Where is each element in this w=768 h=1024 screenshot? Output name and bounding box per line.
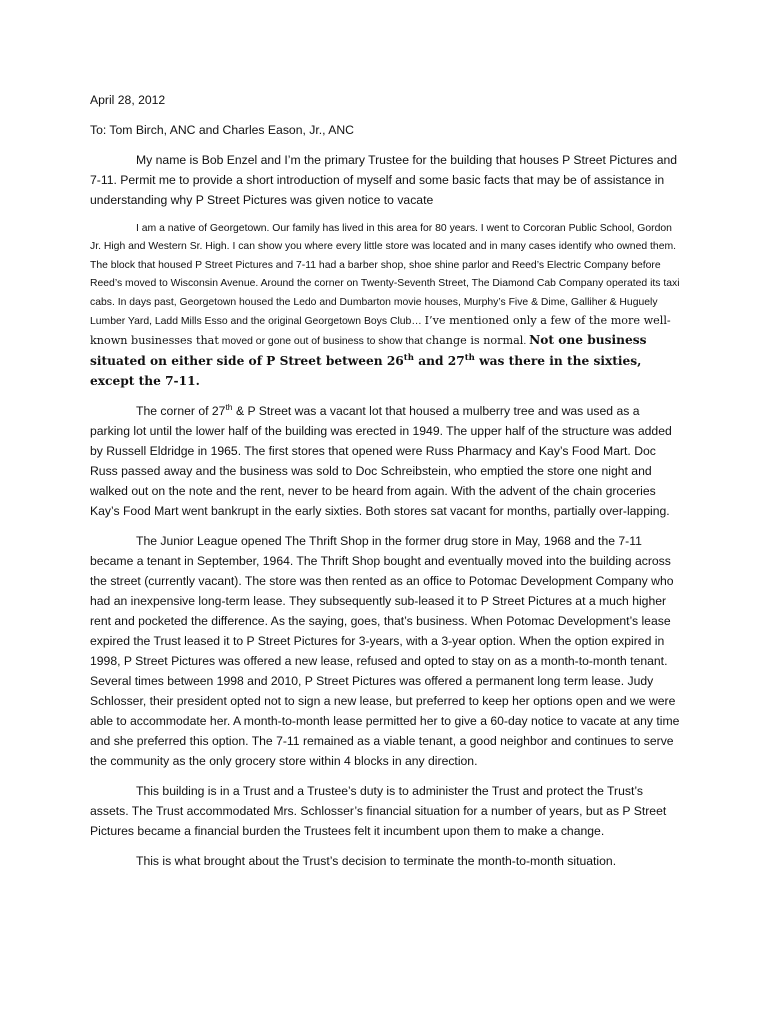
letter-recipients: To: Tom Birch, ANC and Charles Eason, Jr., ANC xyxy=(90,123,354,137)
corner-sup: th xyxy=(225,401,233,412)
trust-paragraph: This building is in a Trust and a Trustee’s duty is to administer the Trust and protect the Trust’s assets. The Trust accommodated Mrs. Schlosser’s financial situation for a number of years, but as P Street Pictures became a financial burden the Trustees felt it incumbent upon them to make a change. xyxy=(90,783,667,838)
intro-paragraph: My name is Bob Enzel and I’m the primary Trustee for the building that houses P Street Pictures and 7-11. Permit me to provide a short introduction of myself and some basic facts that may be of assistance in understanding why P Street Pictures was given notice to vacate xyxy=(90,153,678,207)
emphasis-part-2: and 27 xyxy=(413,353,465,368)
corner-text-2: & P Street was a vacant lot that housed a mulberry tree and was used as a parking lot until the lower half of the building was erected in 1949. The upper half of the structure was added by Russell Eldridge in 1965. The first stores that opened were Russ Pharmacy and Kay’s Food Mart. Doc Russ passed away and the business was sold to Doc Schreibstein, who emptied the store one night and walked out on the note and the rent, never to be heard from again. With the advent of the chain groceries Kay’s Food Mart went bankrupt in the early sixties. Both stores sat vacant for months, partially over-lapping. xyxy=(90,403,672,518)
background-text: I am a native of Georgetown. Our family has lived in this area for 80 years. I went to Corcoran Public School, Gordon Jr. High and Western Sr. High. I can show you where every little store was located and in many cases identify who owned them. The block that housed P Street Pictures and 7-11 had a barber shop, shoe shine parlor and Reed’s Electric Company before Reed’s moved to Wisconsin Avenue. Around the corner on Twenty-Seventh Street, The Diamond Cab Company operated its taxi cabs. In days past, Georgetown housed the Ledo and Dumbarton movie houses, Murphy’s Five & Dime, Galliher & Huguely Lumber Yard, Ladd Mills Esso and the original Georgetown Boys Club… xyxy=(90,223,680,328)
emphasis-sup-2: th xyxy=(464,352,475,363)
corner-text-1: The corner of 27 xyxy=(136,403,226,418)
closing-paragraph: This is what brought about the Trust’s decision to terminate the month-to-month situation. xyxy=(136,853,617,868)
emphasis-part-3: was there in the sixties, except the 7-11. xyxy=(90,353,642,389)
letter-body xyxy=(90,90,680,881)
junior-league-paragraph: The Junior League opened The Thrift Shop in the former drug store in May, 1968 and the 7-11 became a tenant in September, 1964. The Thrift Shop bought and eventually moved into the building across the street (currently vacant). The store was then rented as an office to Potomac Development Company who had an inexpensive long-term lease. They subsequently sub-leased it to P Street Pictures at a much higher rent and pocketed the difference. As the saying, goes, that’s business. When Potomac Development’s lease expired the Trust leased it to P Street Pictures for 3-years, with a 3-year option. When the option expired in 1998, P Street Pictures was offered a new lease, refused and opted to stay on as a month-to-month tenant. Several times between 1998 and 2010, P Street Pictures was offered a permanent long term lease. Judy Schlosser, their president opted not to sign a new lease, but preferred to keep her options open and we were able to accommodate her. A month-to-month lease permitted her to give a 60-day notice to vacate at any time and she preferred this option. The 7-11 remained as a viable tenant, a good neighbor and continues to serve the community as the only grocery store within 4 blocks in any direction. xyxy=(90,533,680,768)
background-serif-text: I’ve mentioned only a few of the more well-known businesses that xyxy=(90,314,671,348)
background-text-3: . xyxy=(523,336,530,348)
background-paragraph xyxy=(90,220,680,393)
change-is-normal-text: change is normal xyxy=(425,334,524,348)
corner-paragraph xyxy=(90,401,680,521)
emphasis-part-1: Not one business situated on either side of P Street between 26 xyxy=(90,333,647,368)
emphasis-sup-1: th xyxy=(403,352,414,363)
letter-date: April 28, 2012 xyxy=(90,93,166,107)
background-text-2: moved or gone out of business to show that xyxy=(218,336,426,348)
